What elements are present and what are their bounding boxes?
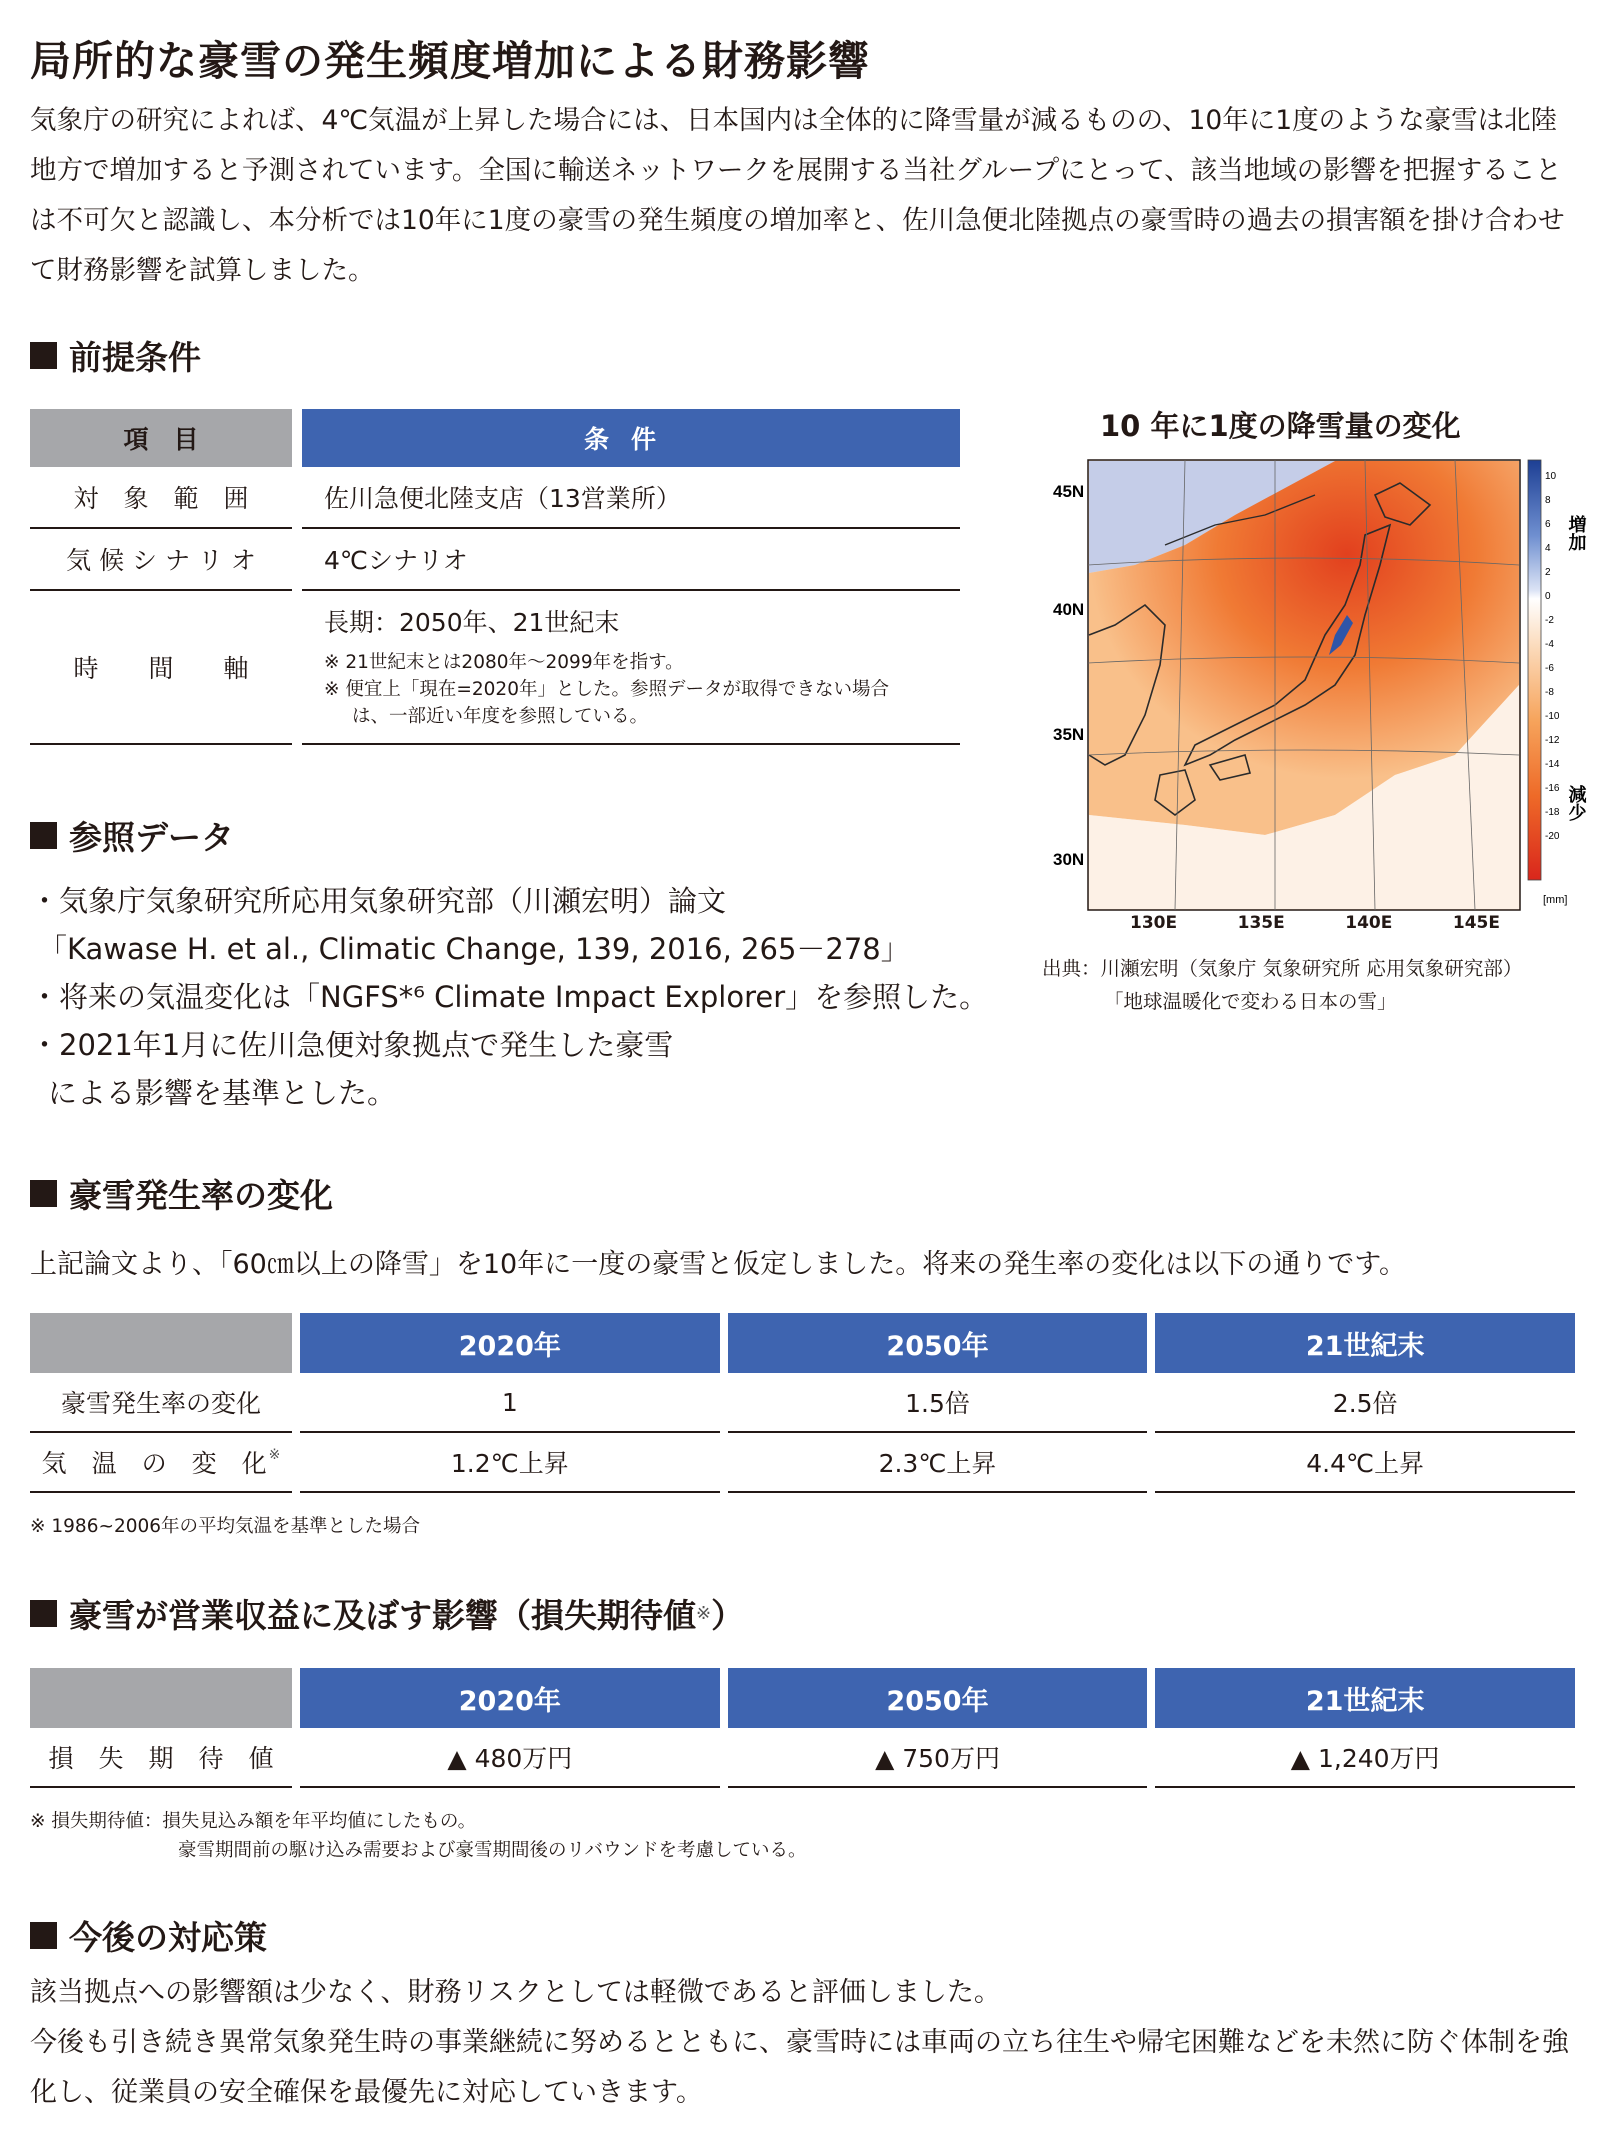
lat-label: 35N	[1053, 725, 1085, 744]
snowfall-change-map	[1035, 455, 1595, 917]
map-credit: 出典：川瀬宏明（気象庁 気象研究所 応用気象研究部） 「地球温暖化で変わる日本の雪」	[1042, 957, 1523, 1013]
table-row	[30, 1373, 1575, 1433]
cell: 4.4℃上昇	[1155, 1433, 1575, 1493]
table-row	[30, 1728, 1575, 1788]
row-key: 損 失 期 待 値	[30, 1728, 292, 1788]
legend-decrease-label: 減少	[1565, 785, 1587, 821]
cell: 2.3℃上昇	[728, 1433, 1148, 1493]
table-header-row	[30, 409, 960, 467]
legend-tick: -16	[1545, 783, 1560, 794]
header-year: 2020年	[300, 1668, 720, 1728]
lon-label: 140E	[1345, 913, 1393, 933]
cell: ▲ 480万円	[300, 1728, 720, 1788]
legend-tick: -2	[1545, 615, 1554, 626]
header-condition: 条件	[302, 409, 960, 467]
lon-label: 135E	[1237, 913, 1285, 933]
legend-tick: 2	[1545, 567, 1551, 578]
reference-item: ・将来の気温変化は「NGFS*⁶ Climate Impact Explorer」を参照した。	[30, 980, 989, 1014]
header-item: 項 目	[30, 409, 292, 467]
lat-label: 40N	[1053, 600, 1085, 619]
legend-increase-label: 増加	[1565, 515, 1587, 551]
square-bullet-icon	[30, 1180, 57, 1207]
lon-label: 130E	[1130, 913, 1178, 933]
references-heading: 参照データ	[30, 812, 234, 859]
reference-item: ・気象庁気象研究所応用気象研究部（川瀬宏明）論文	[30, 884, 727, 918]
legend-tick: -8	[1545, 687, 1554, 698]
legend-tick: -12	[1545, 735, 1560, 746]
cell: ▲ 750万円	[728, 1728, 1148, 1788]
intro-paragraph: 気象庁の研究によれば、4℃気温が上昇した場合には、日本国内は全体的に降雪量が減るものの、10年に1度のような豪雪は北陸地方で増加すると予測されています。全国に輸送ネットワークを展開する当社グループにとって、該当地域の影響を把握することは不可欠と認識し、本分析では10年に1度の豪雪の発生頻度の増加率と、佐川急便北陸拠点の豪雪時の過去の損害額を掛け合わせて財務影響を試算しました。	[30, 105, 1565, 286]
square-bullet-icon	[30, 342, 57, 369]
row-key: 気 温 の 変 化 ※	[30, 1433, 292, 1493]
map-title: 10 年に1度の降雪量の変化	[1100, 409, 1461, 443]
rate-footnote: ※ 1986~2006年の平均気温を基準とした場合	[30, 1516, 421, 1537]
loss-footnote: ※ 損失期待値：損失見込み額を年平均値にしたもの。 豪雪期間前の駆け込み需要および豪雪期間後のリバウンドを考慮している。	[30, 1811, 807, 1861]
lat-label: 30N	[1053, 850, 1085, 869]
premise-heading: 前提条件	[30, 332, 201, 379]
header-year: 2050年	[728, 1668, 1148, 1728]
rate-heading: 豪雪発生率の変化	[30, 1170, 333, 1217]
legend-tick: 4	[1545, 543, 1551, 554]
legend-tick: -10	[1545, 711, 1560, 722]
legend-tick: -14	[1545, 759, 1560, 770]
row-key: 豪雪発生率の変化	[30, 1373, 292, 1433]
row-key: 時 間 軸	[30, 591, 292, 745]
lon-labels	[1130, 913, 1500, 933]
premise-table	[30, 409, 960, 745]
reference-item: による影響を基準とした。	[48, 1076, 397, 1110]
rate-lead: 上記論文より、「60㎝以上の降雪」を10年に一度の豪雪と仮定しました。将来の発生率の変化は以下の通りです。	[30, 1249, 1407, 1280]
row-value: 長期：2050年、21世紀末 ※ 21世紀末とは2080年～2099年を指す。 ※ 便宜上「現在=2020年」とした。参照データが取得できない場合 は、一部近い年度を参照している。	[302, 591, 960, 745]
header-blank	[30, 1313, 292, 1373]
table-row	[30, 467, 960, 529]
loss-heading: 豪雪が営業収益に及ぼす影響（損失期待値 ※ ）	[30, 1590, 744, 1637]
legend-ticks	[1545, 471, 1560, 842]
legend-tick: 0	[1545, 591, 1551, 602]
header-year: 21世紀末	[1155, 1313, 1575, 1373]
square-bullet-icon	[30, 1600, 57, 1627]
header-year: 2020年	[300, 1313, 720, 1373]
legend-tick: 10	[1545, 471, 1557, 482]
cell: 1.5倍	[728, 1373, 1148, 1433]
table-row	[30, 591, 960, 745]
row-key: 気 候 シ ナ リ オ	[30, 529, 292, 591]
future-paragraph: 該当拠点への影響額は少なく、財務リスクとしては軽微であると評価しました。 今後も引き続き異常気象発生時の事業継続に努めるとともに、豪雪時には車両の立ち往生や帰宅困難などを未然に防ぐ体制を強化し、従業員の安全確保を最優先に対応していきます。	[30, 1977, 1569, 2108]
legend-tick: -20	[1545, 831, 1560, 842]
legend-tick: -4	[1545, 639, 1554, 650]
reference-item: 「Kawase H. et al., Climatic Change, 139, 2016, 265－278」	[38, 932, 910, 966]
legend-tick: 6	[1545, 519, 1551, 530]
loss-table	[30, 1668, 1575, 1788]
row-value: 佐川急便北陸支店（13営業所）	[302, 467, 960, 529]
cell: 1.2℃上昇	[300, 1433, 720, 1493]
table-row	[30, 1433, 1575, 1493]
rate-table	[30, 1313, 1575, 1493]
table-row	[30, 529, 960, 591]
cell: 2.5倍	[1155, 1373, 1575, 1433]
header-blank	[30, 1668, 292, 1728]
row-value: 4℃シナリオ	[302, 529, 960, 591]
header-year: 21世紀末	[1155, 1668, 1575, 1728]
references-list	[30, 877, 990, 1117]
lat-label: 45N	[1053, 482, 1085, 501]
legend-colorbar	[1528, 460, 1541, 880]
square-bullet-icon	[30, 822, 57, 849]
cell: ▲ 1,240万円	[1155, 1728, 1575, 1788]
table-header-row	[30, 1668, 1575, 1728]
table-header-row	[30, 1313, 1575, 1373]
header-year: 2050年	[728, 1313, 1148, 1373]
reference-item: ・2021年1月に佐川急便対象拠点で発生した豪雪	[30, 1028, 674, 1062]
row-key: 対 象 範 囲	[30, 467, 292, 529]
legend-tick: -6	[1545, 663, 1554, 674]
legend-tick: -18	[1545, 807, 1560, 818]
cell: 1	[300, 1373, 720, 1433]
future-heading: 今後の対応策	[30, 1912, 267, 1959]
lon-label: 145E	[1452, 913, 1500, 933]
page-title: 局所的な豪雪の発生頻度増加による財務影響	[30, 37, 870, 85]
legend-tick: 8	[1545, 495, 1551, 506]
square-bullet-icon	[30, 1922, 57, 1949]
legend-unit: [mm]	[1543, 894, 1568, 906]
